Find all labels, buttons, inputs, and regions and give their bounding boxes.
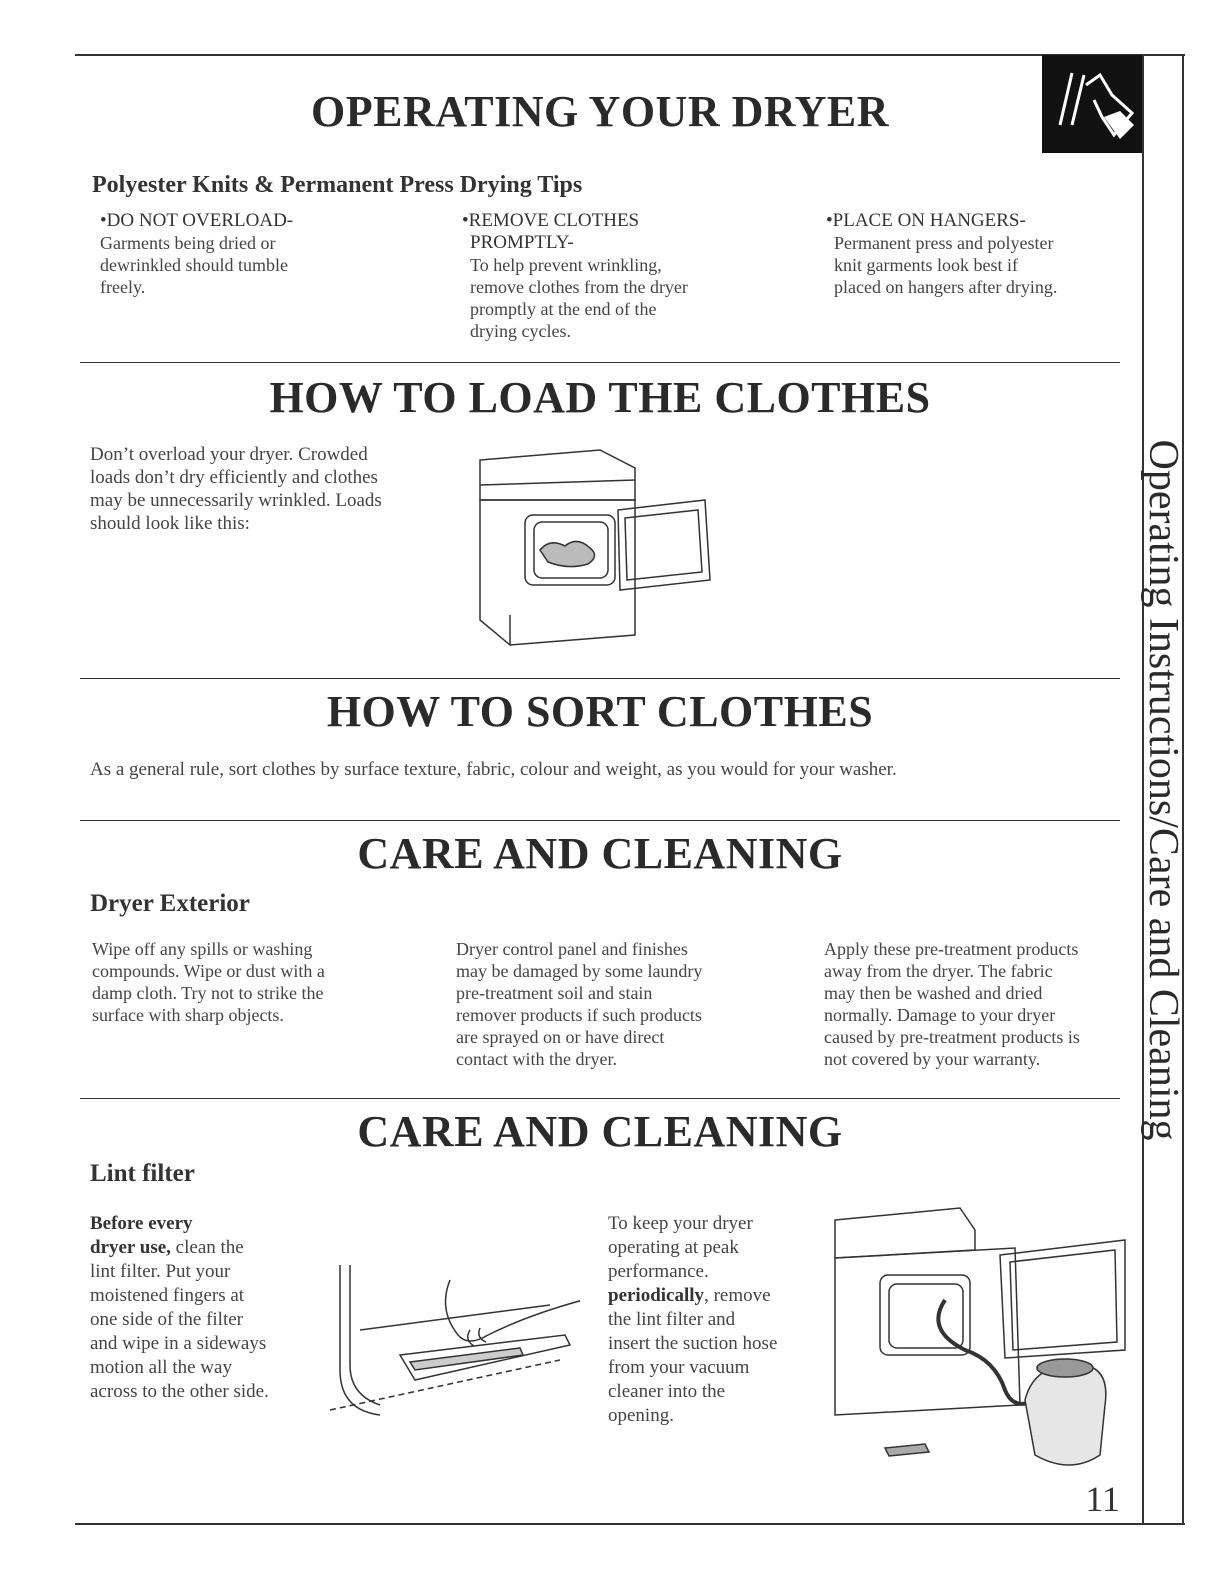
text-line: opening. [608, 1405, 674, 1426]
text-line: may then be washed and dried [824, 983, 1043, 1003]
text-line: cleaner into the [608, 1381, 726, 1402]
text-line: away from the dryer. The fabric [824, 961, 1053, 981]
tip-line: knit garments look best if [834, 255, 1018, 275]
text-line: damp cloth. Try not to strike the [92, 983, 324, 1003]
text-line: one side of the filter [90, 1309, 244, 1330]
text-line: across to the other side. [90, 1381, 269, 1402]
text-line: may be damaged by some laundry [456, 961, 703, 981]
text-line: from your vacuum [608, 1357, 750, 1378]
care-title-2: CARE AND CLEANING [357, 1107, 843, 1156]
text-line: not covered by your warranty. [824, 1049, 1041, 1069]
tip-line: dewrinkled should tumble [100, 255, 288, 275]
page-title: OPERATING YOUR DRYER [310, 87, 890, 136]
exterior-col-1 [92, 938, 432, 1026]
tip-line: placed on hangers after drying. [834, 277, 1058, 297]
sort-text: As a general rule, sort clothes by surface texture, fabric, colour and weight, as you would for your washer. [90, 759, 897, 780]
load-line: Don’t overload your dryer. Crowded [90, 444, 368, 465]
tip-remove [462, 210, 792, 342]
text-line: motion all the way [90, 1357, 232, 1378]
dryer-exterior-heading: Dryer Exterior [90, 890, 250, 917]
lint-filter-illustration [320, 1260, 580, 1425]
exterior-col-3 [824, 938, 1134, 1070]
text-line: surface with sharp objects. [92, 1005, 284, 1025]
text-line [90, 1236, 320, 1260]
tips-heading: Polyester Knits & Permanent Press Drying Tips [92, 172, 583, 198]
care-title: CARE AND CLEANING [357, 829, 843, 878]
lint-right-text [608, 1212, 828, 1428]
top-rule [75, 54, 1185, 56]
text-line: operating at peak [608, 1237, 739, 1258]
tip-line: Permanent press and polyester [834, 233, 1054, 253]
tip-line: promptly at the end of the [470, 299, 657, 319]
divider [80, 362, 1120, 363]
text-line: To keep your dryer [608, 1213, 753, 1234]
load-line: may be unnecessarily wrinkled. Loads [90, 490, 382, 511]
page-number: 11 [1085, 1479, 1120, 1519]
text-run: , remove [704, 1285, 771, 1306]
tip-remove-title2: PROMPTLY- [470, 232, 574, 253]
bottom-rule [75, 1523, 1185, 1525]
load-line: should look like this: [90, 513, 250, 534]
loaded-dryer-illustration [470, 440, 720, 660]
lint-filter-heading: Lint filter [90, 1160, 195, 1187]
tip-remove-title: •REMOVE CLOTHES [462, 210, 640, 231]
text-line: Wipe off any spills or washing [92, 939, 313, 959]
tip-overload [100, 210, 420, 298]
exterior-col-2 [456, 938, 796, 1070]
text-line [608, 1284, 828, 1308]
text-run: clean the [170, 1237, 244, 1258]
side-tab-label: Operating Instructions/Care and Cleaning [1140, 439, 1186, 1141]
load-line: loads don’t dry efficiently and clothes [90, 467, 378, 488]
load-title: HOW TO LOAD THE CLOTHES [269, 373, 931, 422]
divider [80, 820, 1120, 821]
tip-line: freely. [100, 277, 146, 297]
text-line: insert the suction hose [608, 1333, 778, 1354]
tip-hangers [826, 210, 1126, 298]
text-line: Dryer control panel and finishes [456, 939, 688, 959]
text-line: moistened fingers at [90, 1285, 245, 1306]
text-line: performance. [608, 1261, 709, 1282]
text-line: and wipe in a sideways [90, 1333, 267, 1354]
text-line: Before every [90, 1213, 193, 1234]
text-line: lint filter. Put your [90, 1261, 231, 1282]
tip-line: drying cycles. [470, 321, 571, 341]
bold-phrase: dryer use, [90, 1237, 171, 1258]
tip-line: To help prevent wrinkling, [470, 255, 662, 275]
text-line: pre-treatment soil and stain [456, 983, 653, 1003]
text-line: caused by pre-treatment products is [824, 1027, 1080, 1047]
text-line: the lint filter and [608, 1309, 736, 1330]
lint-left-text [90, 1212, 320, 1404]
text-line: remover products if such products [456, 1005, 702, 1025]
text-line: are sprayed on or have direct [456, 1027, 665, 1047]
vacuum-dryer-illustration [825, 1200, 1135, 1470]
tip-hangers-title: •PLACE ON HANGERS- [826, 210, 1026, 231]
sort-title: HOW TO SORT CLOTHES [326, 687, 874, 736]
tip-line: remove clothes from the dryer [470, 277, 688, 297]
text-line: normally. Damage to your dryer [824, 1005, 1056, 1025]
text-line: contact with the dryer. [456, 1049, 617, 1069]
tip-line: Garments being dried or [100, 233, 276, 253]
text-line: compounds. Wipe or dust with a [92, 961, 325, 981]
text-line: Apply these pre-treatment products [824, 939, 1079, 959]
divider [80, 678, 1120, 679]
divider [80, 1098, 1120, 1099]
bold-phrase: periodically [608, 1285, 705, 1306]
tip-overload-title: •DO NOT OVERLOAD- [100, 210, 294, 231]
load-text [90, 443, 450, 535]
